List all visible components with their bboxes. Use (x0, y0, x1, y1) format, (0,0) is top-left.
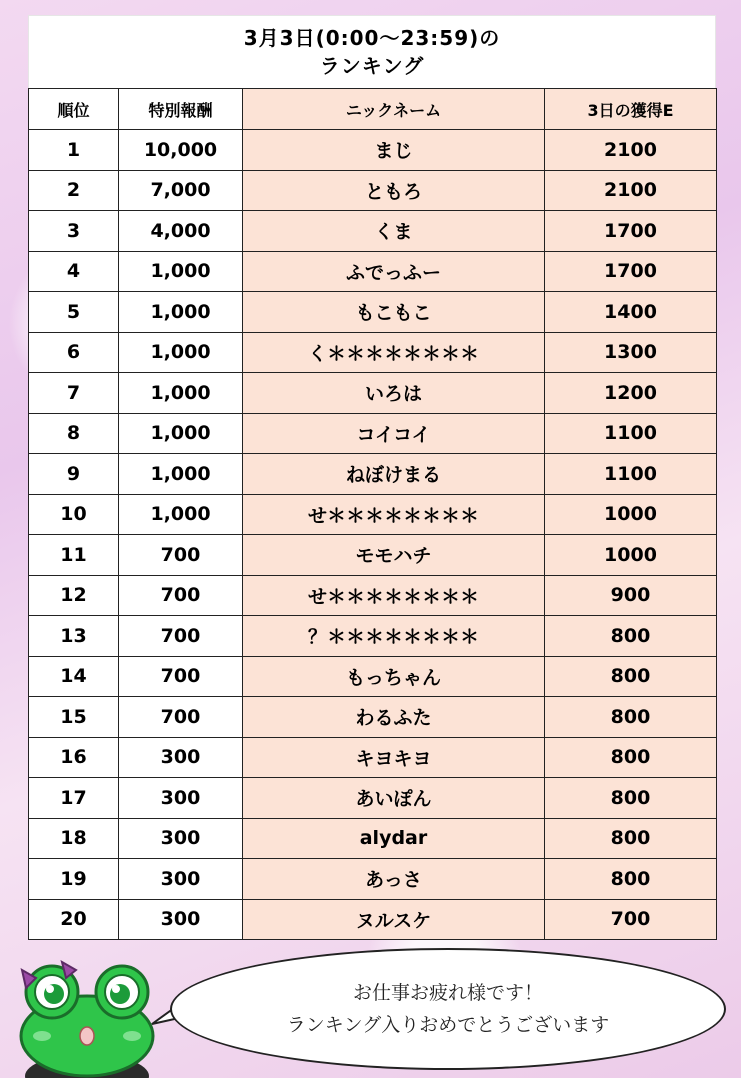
earned-cell: 1000 (545, 535, 717, 576)
rank-cell: 4 (29, 251, 119, 292)
reward-cell: 1,000 (119, 494, 243, 535)
earned-cell: 800 (545, 778, 717, 819)
nickname-cell: せ＊＊＊＊＊＊＊＊ (243, 575, 545, 616)
nickname-cell: いろは (243, 373, 545, 414)
table-row (29, 656, 717, 697)
table-row (29, 332, 717, 373)
reward-cell: 700 (119, 616, 243, 657)
reward-cell: 1,000 (119, 413, 243, 454)
reward-cell: 10,000 (119, 130, 243, 171)
frog-mascot-icon (12, 958, 162, 1078)
rank-cell: 16 (29, 737, 119, 778)
earned-cell: 2100 (545, 130, 717, 171)
nickname-cell: ふでっふー (243, 251, 545, 292)
header-nickname: ニックネーム (243, 89, 545, 130)
reward-cell: 4,000 (119, 211, 243, 252)
table-row (29, 130, 717, 171)
reward-cell: 300 (119, 737, 243, 778)
earned-cell: 800 (545, 818, 717, 859)
title-line-1: 3月3日(0:00〜23:59)の (243, 26, 501, 50)
reward-cell: 1,000 (119, 292, 243, 333)
earned-cell: 800 (545, 656, 717, 697)
header-earned: 3日の獲得E (545, 89, 717, 130)
table-row (29, 373, 717, 414)
rank-cell: 2 (29, 170, 119, 211)
rank-cell: 13 (29, 616, 119, 657)
table-row (29, 697, 717, 738)
earned-cell: 1400 (545, 292, 717, 333)
rank-cell: 18 (29, 818, 119, 859)
bubble-line-2: ランキング入りおめでとうございます (286, 1014, 610, 1036)
nickname-cell: く＊＊＊＊＊＊＊＊ (243, 332, 545, 373)
earned-cell: 900 (545, 575, 717, 616)
reward-cell: 700 (119, 697, 243, 738)
reward-cell: 1,000 (119, 332, 243, 373)
header-rank: 順位 (29, 89, 119, 130)
nickname-cell: ともろ (243, 170, 545, 211)
table-row (29, 292, 717, 333)
rank-cell: 1 (29, 130, 119, 171)
table-row (29, 413, 717, 454)
table-row (29, 737, 717, 778)
reward-cell: 1,000 (119, 251, 243, 292)
ranking-table (28, 88, 717, 940)
table-row (29, 778, 717, 819)
table-row (29, 251, 717, 292)
nickname-cell: あっさ (243, 859, 545, 900)
table-row (29, 818, 717, 859)
nickname-cell: まじ (243, 130, 545, 171)
rank-cell: 9 (29, 454, 119, 495)
table-row (29, 899, 717, 940)
reward-cell: 7,000 (119, 170, 243, 211)
rank-cell: 17 (29, 778, 119, 819)
table-row (29, 170, 717, 211)
nickname-cell: コイコイ (243, 413, 545, 454)
table-header-row (29, 89, 717, 130)
rank-cell: 8 (29, 413, 119, 454)
earned-cell: 1000 (545, 494, 717, 535)
nickname-cell: キヨキヨ (243, 737, 545, 778)
rank-cell: 20 (29, 899, 119, 940)
table-row (29, 454, 717, 495)
nickname-cell: せ＊＊＊＊＊＊＊＊ (243, 494, 545, 535)
nickname-cell: くま (243, 211, 545, 252)
earned-cell: 800 (545, 859, 717, 900)
bubble-line-1: お仕事お疲れ様です！ (352, 982, 543, 1004)
reward-cell: 700 (119, 575, 243, 616)
nickname-cell: もっちゃん (243, 656, 545, 697)
nickname-cell: ヌルスケ (243, 899, 545, 940)
reward-cell: 1,000 (119, 373, 243, 414)
nickname-cell: モモハチ (243, 535, 545, 576)
reward-cell: 700 (119, 656, 243, 697)
earned-cell: 1700 (545, 251, 717, 292)
rank-cell: 19 (29, 859, 119, 900)
table-row (29, 616, 717, 657)
earned-cell: 1200 (545, 373, 717, 414)
nickname-cell: もこもこ (243, 292, 545, 333)
reward-cell: 300 (119, 818, 243, 859)
rank-cell: 11 (29, 535, 119, 576)
rank-cell: 5 (29, 292, 119, 333)
nickname-cell: わるふた (243, 697, 545, 738)
earned-cell: 1700 (545, 211, 717, 252)
table-row (29, 535, 717, 576)
table-row (29, 859, 717, 900)
earned-cell: 800 (545, 616, 717, 657)
rank-cell: 15 (29, 697, 119, 738)
earned-cell: 2100 (545, 170, 717, 211)
reward-cell: 300 (119, 899, 243, 940)
nickname-cell: ？＊＊＊＊＊＊＊＊ (243, 616, 545, 657)
reward-cell: 700 (119, 535, 243, 576)
rank-cell: 14 (29, 656, 119, 697)
rank-cell: 3 (29, 211, 119, 252)
reward-cell: 1,000 (119, 454, 243, 495)
reward-cell: 300 (119, 778, 243, 819)
earned-cell: 700 (545, 899, 717, 940)
earned-cell: 1100 (545, 454, 717, 495)
table-row (29, 494, 717, 535)
nickname-cell: alydar (243, 818, 545, 859)
reward-cell: 300 (119, 859, 243, 900)
rank-cell: 7 (29, 373, 119, 414)
header-reward: 特別報酬 (119, 89, 243, 130)
ranking-sheet (28, 15, 716, 940)
table-row (29, 575, 717, 616)
rank-cell: 12 (29, 575, 119, 616)
nickname-cell: あいぽん (243, 778, 545, 819)
earned-cell: 800 (545, 737, 717, 778)
ranking-title (28, 15, 716, 88)
earned-cell: 800 (545, 697, 717, 738)
earned-cell: 1100 (545, 413, 717, 454)
earned-cell: 1300 (545, 332, 717, 373)
speech-bubble (170, 948, 726, 1070)
title-line-2: ランキング (319, 54, 425, 78)
table-row (29, 211, 717, 252)
rank-cell: 6 (29, 332, 119, 373)
nickname-cell: ねぼけまる (243, 454, 545, 495)
rank-cell: 10 (29, 494, 119, 535)
